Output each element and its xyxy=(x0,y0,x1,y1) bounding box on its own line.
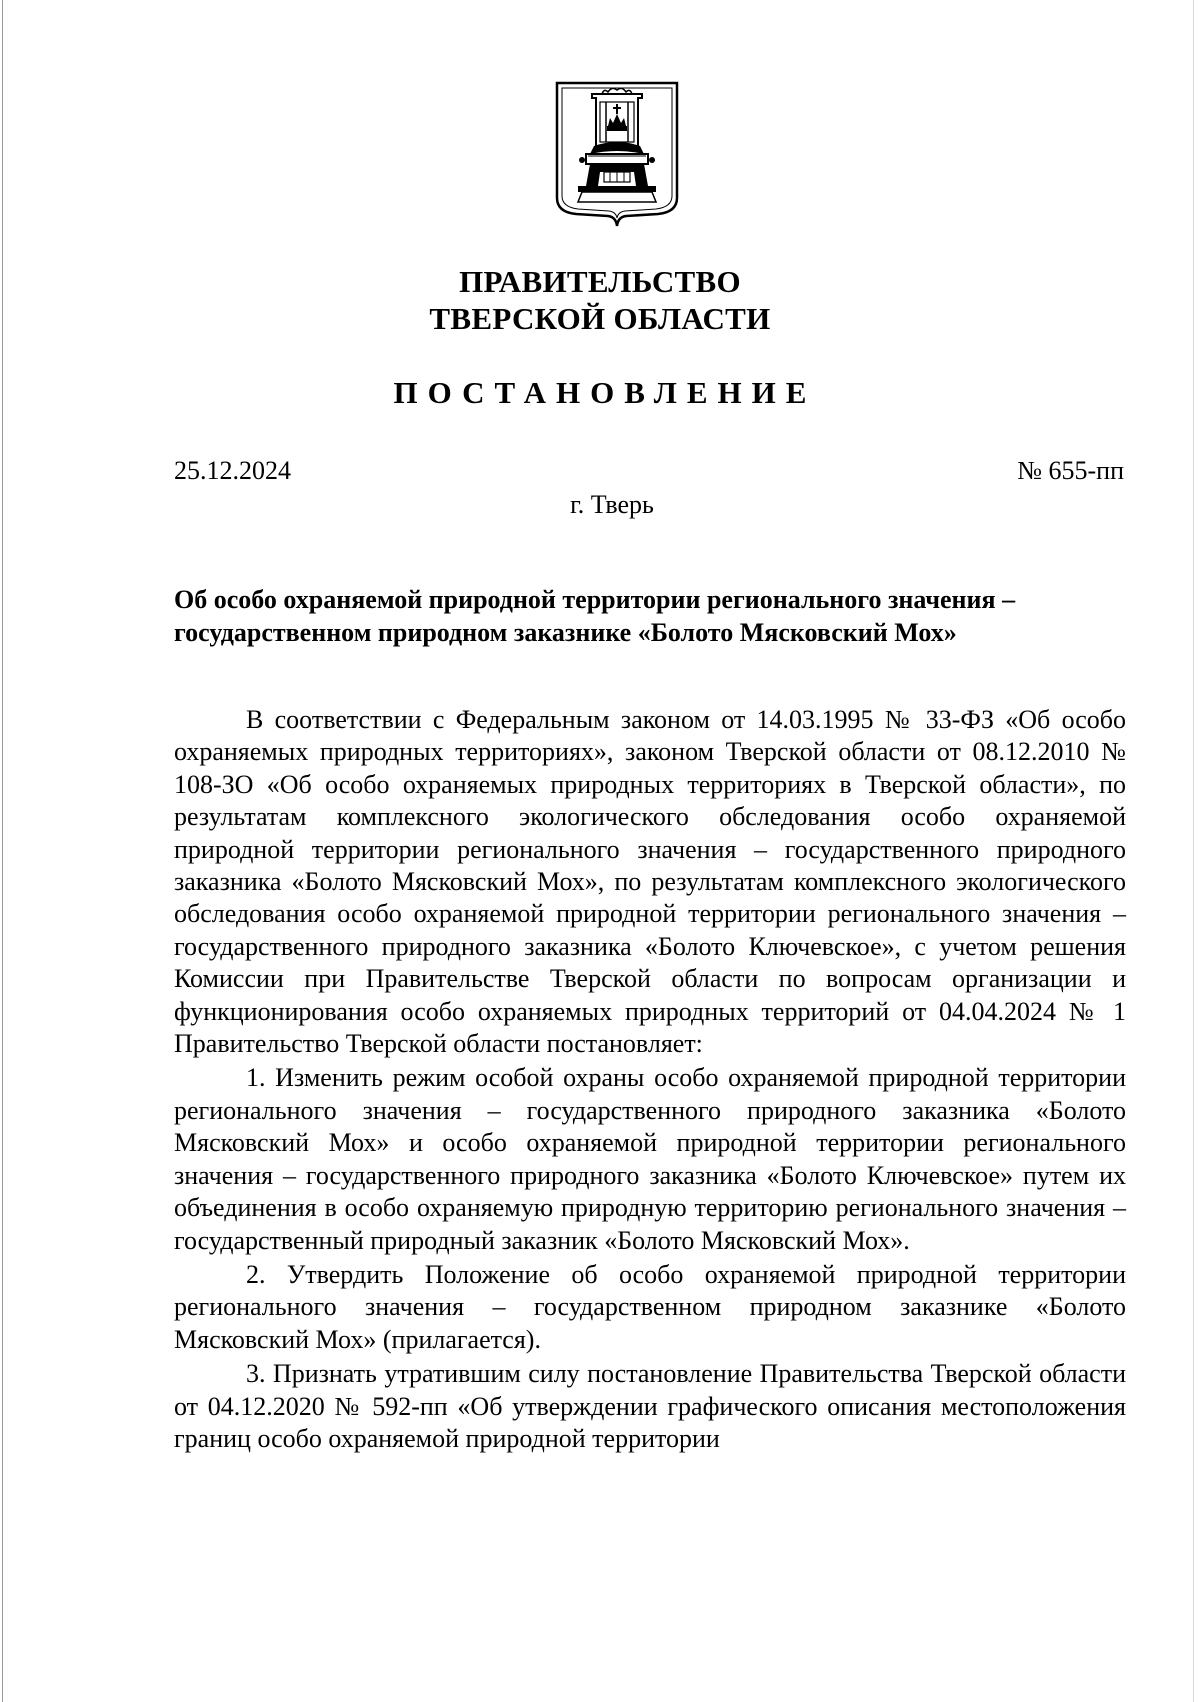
body-paragraph-item-2: 2. Утвердить Положение об особо охраняемой природной территории регионального значения – государственном природном заказнике «Болото Мясковский Мох» (прилагается). xyxy=(174,1259,1126,1354)
document-type-heading: ПОСТАНОВЛЕНИЕ xyxy=(393,375,817,410)
tver-coat-of-arms-icon xyxy=(554,80,680,228)
document-number: № 655-пп xyxy=(1017,456,1124,485)
body-paragraph-preamble: В соответствии с Федеральным законом от 14.03.1995 № 33-ФЗ «Об особо охраняемых природных территориях», законом Тверской области от 08.12.2010 № 108-ЗО «Об особо охраняемых природных территориях в Тверской области», по результатам комплексного экологического обследования особо охраняемой природной территории регионального значения – государственного природного заказника «Болото Мясковский Мох», по результатам комплексного экологического обследования особо охраняемой природной территории регионального значения – государственного природного заказника «Болото Ключевское», с учетом решения Комиссии при Правительстве Тверской области по вопросам организации и функционирования особо охраняемых природных территорий от 04.04.2024 № 1 Правительство Тверской области постановляет: xyxy=(174,705,1126,1059)
document-city: г. Тверь xyxy=(570,490,654,519)
scan-edge-line xyxy=(2,0,3,1702)
body-paragraph-item-3: 3. Признать утратившим силу постановление Правительства Тверской области от 04.12.2020 № 592-пп «Об утверждении графического описания местоположения границ особо охраняемой природной территории xyxy=(174,1359,1126,1453)
government-title-line1: ПРАВИТЕЛЬСТВО xyxy=(459,264,741,299)
document-body xyxy=(174,704,1126,1455)
document-date: 25.12.2024 xyxy=(174,456,291,485)
subject-line: Об особо охраняемой природной территории регионального значения – xyxy=(174,585,1016,614)
scan-edge-line-right xyxy=(1193,0,1194,1702)
subject-line: государственном природном заказнике «Болото Мясковский Мох» xyxy=(174,618,957,647)
document-subject xyxy=(174,583,1126,649)
body-paragraph-item-1: 1. Изменить режим особой охраны особо охраняемой природной территории регионального значения – государственного природного заказника «Болото Мясковский Мох» и особо охраняемой природной территории регионального значения – государственного природного заказника «Болото Ключевское» путем их объединения в особо охраняемую природную территорию регионального значения – государственный природный заказник «Болото Мясковский Мох». xyxy=(174,1063,1126,1255)
government-title-line2: ТВЕРСКОЙ ОБЛАСТИ xyxy=(429,301,771,336)
